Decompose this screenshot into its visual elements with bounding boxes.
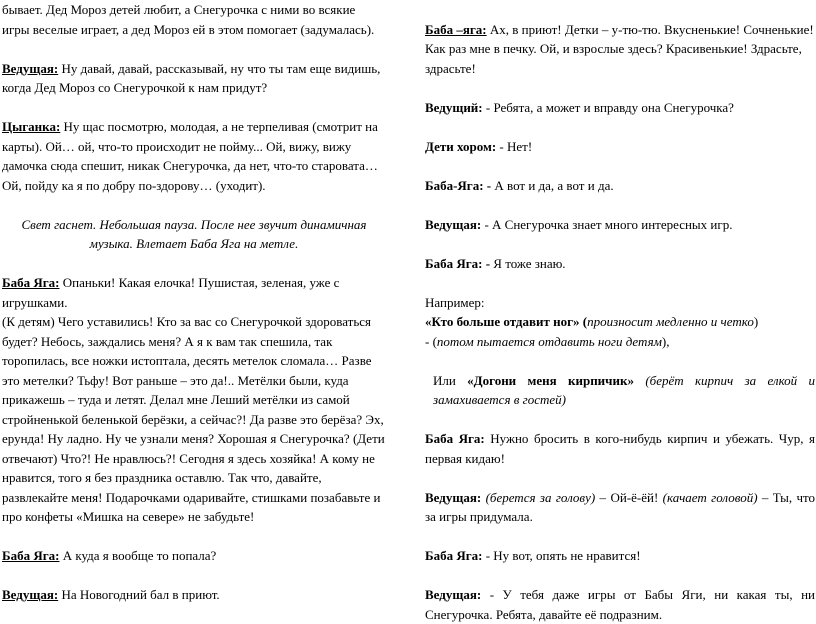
line-vedushaya-4 [425, 488, 815, 527]
paragraph-example: Например: [425, 294, 485, 310]
line-text: - Ребята, а может и вправду она Снегурочка? [482, 99, 734, 115]
speaker-name: Ведущая: [425, 587, 482, 602]
game-title: «Кто больше отдавит ног» [425, 314, 580, 329]
paren: - ( [425, 333, 437, 349]
line-baba-yaga-2 [2, 546, 386, 566]
speaker-name: Ведущая: [425, 489, 482, 505]
stage-direction: Свет гаснет. Небольшая пауза. После нее звучит динамичная музыка. Влетает Баба Яга на метле. [21, 216, 367, 251]
paragraph-intro: бывает. Дед Мороз детей любит, а Снегурочка с ними во всякие игры веселые играет, а дед Мороз ей в этом помогает (задумалась). [2, 2, 375, 37]
stage-note: (берёт кирпич за елкой и замахивается в гостей) [433, 372, 816, 407]
paren: ) [753, 314, 759, 329]
line-text: Ну давай, давай, рассказывай, ну что ты там еще видишь, когда Дед Мороз со Снегурочкой к нам придут? [2, 60, 381, 95]
line-vedushaya-5 [425, 585, 815, 624]
line-text: Или [433, 372, 468, 388]
speaker-name: Цыганка: [2, 119, 61, 134]
line-text: - Нет! [496, 138, 533, 154]
line-text: – Ой-ё-ёй! [595, 489, 663, 505]
speaker-name: Баба –яга: [425, 21, 487, 37]
line-baba-yaga-1 [2, 273, 386, 312]
speaker-name: Ведущая: [425, 216, 482, 232]
game-two [425, 371, 815, 410]
line-baba-yaga-6 [425, 429, 815, 468]
speaker-name: Баба Яга: [2, 275, 60, 290]
line-vedushaya-3 [425, 215, 815, 235]
line-text: А куда я вообще то попала? [59, 548, 217, 563]
stage-note: (качает головой) [662, 489, 758, 505]
line-baba-yaga-4 [425, 176, 815, 196]
line-vedushiy [425, 98, 815, 118]
line-text: На Новогодний бал в приют. [58, 587, 220, 602]
line-baba-yaga-3 [425, 20, 815, 79]
stage-note: потом пытается отдавить ноги детям [436, 333, 662, 349]
line-vedushaya-1 [2, 59, 386, 98]
line-text: - У тебя даже игры от Бабы Яги, ни какая ты, ни Снегурочка. Ребята, давайте её подразним. [425, 587, 815, 622]
line-text: А вот и да, а вот и да. [491, 177, 614, 193]
speaker-name: Ведущий: [425, 99, 483, 115]
right-column [425, 0, 815, 624]
paren: ), [661, 333, 670, 349]
speaker-name: Ведущая: [2, 60, 59, 76]
game-one-note [425, 332, 815, 352]
paren: ( [579, 314, 588, 329]
speaker-name: Баба-Яга: - [425, 177, 492, 193]
speaker-name: Баба Яга: [425, 431, 485, 446]
stage-note: произносит медленно и четко [587, 314, 754, 329]
speaker-name: Баба Яга: - [425, 255, 491, 271]
line-tsyganka [2, 117, 386, 195]
game-title: «Догони меня кирпичик» [467, 372, 634, 388]
line-baba-yaga-7 [425, 546, 815, 566]
line-text: Нужно бросить в кого-нибудь кирпич и убежать. Чур, я первая кидаю! [425, 431, 815, 466]
paragraph-monologue: (К детям) Чего уставились! Кто за вас со Снегурочкой здороваться будет? Небось, заждались меня? А я к вам так спешила, так торопилась, все ножки истоптала, десять метелок сломала… Разве это метелки? Тьфу! Вот раньше – это да!.. Метёлки были, куда прикажешь – туда и летят. Делал мне Леший метёлки из самой стройненькой беленькой берёзки, а сейчас?! Да разве это берёза? Эх, ерунда! Ну ладно. Ну че узнали меня? Хорошая я Снегурочка? (Дети отвечают) Что?! Не нравлюсь?! Сегодня я здесь хозяйка! А кому не нравится, того я без праздника оставлю. Так что, давайте, развлекайте меня! Подарочками одаривайте, стишками позабавьте и про конфеты «Мишка на севере» не забудьте! [2, 314, 385, 524]
line-text: Ах, в приют! Детки – у-тю-тю. Вкусненькие! Сочненькие! Как раз мне в печку. Ой, и взрослые здесь? Красивенькие! Здрасьте, здрасьте! [425, 21, 814, 76]
line-text: Я тоже знаю. [490, 255, 566, 271]
line-vedushaya-2 [2, 585, 386, 605]
line-text: Ну щас посмотрю, молодая, а не терпеливая (смотрит на карты). Ой… ой, что-то происходит не пойму... Ой, вижу, вижу дамочка сюда спешит, никак Снегурочка, да нет, что-то старовата… Ой, пойду ка я по добру по-здорову… (уходит). [2, 119, 378, 193]
line-text: - А Снегурочка знает много интересных игр. [481, 216, 733, 232]
line-text: - Ну вот, опять не нравится! [482, 548, 641, 563]
line-deti [425, 137, 815, 157]
speaker-name: Дети хором: [425, 138, 497, 154]
line-text: Опаньки! Какая елочка! Пушистая, зеленая, уже с игрушками. [2, 275, 340, 310]
speaker-name: Баба Яга: [2, 548, 60, 563]
line-text: – Ты, что за игры придумала. [425, 489, 816, 524]
left-column [2, 0, 386, 605]
speaker-name: Баба Яга: [425, 548, 483, 563]
game-one [425, 312, 815, 332]
line-baba-yaga-5 [425, 254, 815, 274]
stage-note: (берется за голову) [481, 489, 596, 505]
speaker-name: Ведущая: [2, 587, 59, 602]
